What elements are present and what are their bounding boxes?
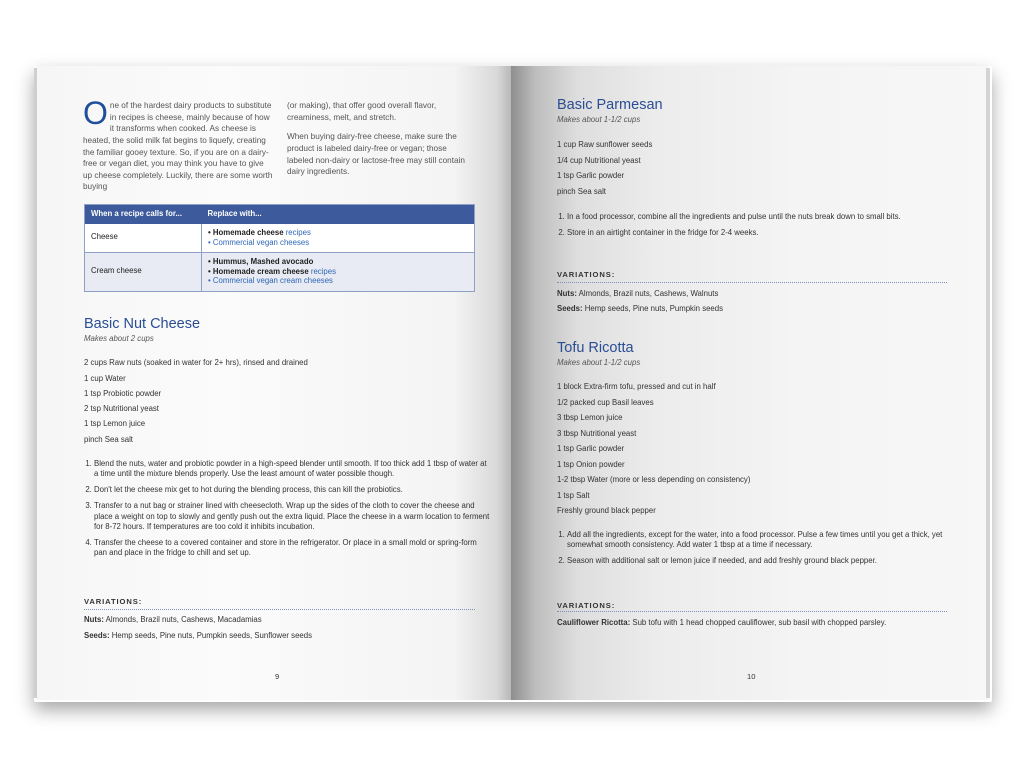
recipe-title: Basic Parmesan (557, 97, 663, 113)
variations-heading: VARIATIONS: (84, 597, 143, 606)
ingredient-item: 3 tbsp Nutritional yeast (557, 429, 637, 438)
step-item: 1. In a food processor, combine all the ingredients and pulse until the nuts break down to small bits. (567, 212, 967, 222)
page-edge-left (34, 68, 37, 698)
step-item: 4. Transfer the cheese to a covered container and store in the refrigerator. Or place in a small mold or spring-form pan and place in the fridge to chill and set up. (94, 538, 491, 558)
table-header-recipe: When a recipe calls for... (85, 205, 202, 224)
recipes-link[interactable]: recipes (310, 266, 336, 276)
replacement-item: • Hummus, Mashed avocado (208, 256, 314, 266)
recipe-title: Tofu Ricotta (557, 340, 634, 356)
variation-line: Nuts: Almonds, Brazil nuts, Cashews, Walnuts (557, 289, 719, 298)
intro-text-1: ne of the hardest dairy products to substitute in recipes is cheese, mainly because of how it transforms when cooked. As cheese is heated, the solid milk fat begins to liquefy, creating the familiar gooey texture. So, if you are on a dairy-free or vegan diet, you may think you have to give up cheese completely. Luckily, there are some worth buying (83, 101, 273, 192)
table-cell-label: Cheese (85, 224, 202, 253)
ingredient-item: 1 tsp Garlic powder (557, 444, 625, 453)
variation-line: Seeds: Hemp seeds, Pine nuts, Pumpkin seeds (557, 304, 723, 313)
variations-heading: VARIATIONS: (557, 270, 616, 279)
ingredient-item: 1 cup Water (84, 374, 126, 383)
step-item: 2. Don't let the cheese mix get to hot during the blending process, this can kill the probiotics. (94, 485, 491, 495)
recipe-yield: Makes about 1-1/2 cups (557, 358, 641, 367)
intro-text-2: (or making), that offer good overall flavor, creaminess, melt, and stretch. (287, 101, 437, 122)
ingredient-item: 2 tsp Nutritional yeast (84, 404, 159, 413)
variation-line: Seeds: Hemp seeds, Pine nuts, Pumpkin seeds, Sunflower seeds (84, 631, 312, 640)
step-item: 2. Season with additional salt or lemon juice if needed, and add freshly ground black pepper. (567, 556, 967, 566)
page-number: 9 (275, 672, 280, 681)
step-item: 3. Transfer to a nut bag or strainer lined with cheesecloth. Wrap up the sides of the cloth to cover the cheese and place a weight on top to slowly and gently push out the extra liquid. Place the cheese in a warm location to ferment for 8-72 hours. If temperatures are too cold it inhibits incubation. (94, 501, 491, 531)
ingredient-item: 1-2 tbsp Water (more or less depending on consistency) (557, 475, 751, 484)
substitution-table (84, 204, 475, 292)
replacement-item: • Homemade cheese (208, 227, 286, 237)
step-item: 1. Add all the ingredients, except for the water, into a food processor. Pulse a few times until you get a thick, yet somewhat smooth consistency. Add water 1 tbsp at a time if necessary. (567, 530, 967, 550)
recipe-yield: Makes about 1-1/2 cups (557, 115, 641, 124)
ingredient-item: 1 tsp Lemon juice (84, 419, 146, 428)
intro-column-2 (287, 100, 475, 186)
variations-divider (557, 282, 947, 283)
commercial-vegan-cheeses-link[interactable]: • Commercial vegan cheeses (208, 237, 310, 247)
table-header-row (85, 205, 475, 224)
intro-column-1 (83, 95, 275, 201)
table-row (85, 224, 475, 253)
page-number: 10 (747, 672, 756, 681)
recipe-steps (553, 212, 967, 244)
ingredient-item: 1 block Extra-firm tofu, pressed and cut in half (557, 382, 716, 391)
table-header-replace: Replace with... (202, 205, 475, 224)
step-item: 1. Blend the nuts, water and probiotic powder in a high-speed blender until smooth. If too thick add 1 tbsp of water at a time until the mixture blends properly. Use the least amount of water possible though. (94, 459, 491, 479)
recipe-steps (80, 459, 491, 564)
commercial-vegan-cream-cheeses-link[interactable]: • Commercial vegan cream cheeses (208, 276, 333, 286)
replacement-item: • Homemade cream cheese (208, 266, 311, 276)
ingredient-item: Freshly ground black pepper (557, 506, 656, 515)
variation-line: Cauliflower Ricotta: Sub tofu with 1 head chopped cauliflower, sub basil with chopped parsley. (557, 618, 887, 627)
recipe-yield: Makes about 2 cups (84, 334, 154, 343)
ingredient-item: 1/2 packed cup Basil leaves (557, 398, 654, 407)
intro-dropcap: O (83, 95, 108, 131)
table-row (85, 252, 475, 291)
recipes-link[interactable]: recipes (285, 227, 311, 237)
variations-heading: VARIATIONS: (557, 601, 616, 610)
right-page (511, 66, 989, 700)
step-item: 2. Store in an airtight container in the fridge for 2-4 weeks. (567, 228, 967, 238)
variation-line: Nuts: Almonds, Brazil nuts, Cashews, Macadamias (84, 615, 262, 624)
ingredient-item: 1 tsp Garlic powder (557, 171, 625, 180)
table-cell-replacements (202, 252, 475, 291)
variations-divider (557, 611, 947, 612)
table-cell-replacements (202, 224, 475, 253)
intro-text-3: When buying dairy-free cheese, make sure the product is labeled dairy-free or vegan; those labeled non-dairy or lactose-free may still contain dairy ingredients. (287, 132, 465, 177)
ingredient-item: 3 tbsp Lemon juice (557, 413, 623, 422)
page-edge-right (986, 68, 990, 698)
ingredient-item: 1 tsp Probiotic powder (84, 389, 162, 398)
ingredient-item: 1 cup Raw sunflower seeds (557, 140, 653, 149)
ingredient-item: 1 tsp Salt (557, 491, 590, 500)
ingredient-item: 1/4 cup Nutritional yeast (557, 156, 641, 165)
ingredient-item: pinch Sea salt (84, 435, 133, 444)
left-page (36, 66, 511, 700)
recipe-steps (553, 530, 967, 572)
variations-divider (84, 609, 475, 610)
recipe-title: Basic Nut Cheese (84, 316, 201, 332)
ingredient-item: 1 tsp Onion powder (557, 460, 625, 469)
table-cell-label: Cream cheese (85, 252, 202, 291)
ingredient-item: pinch Sea salt (557, 187, 606, 196)
ingredient-item: 2 cups Raw nuts (soaked in water for 2+ hrs), rinsed and drained (84, 358, 308, 367)
